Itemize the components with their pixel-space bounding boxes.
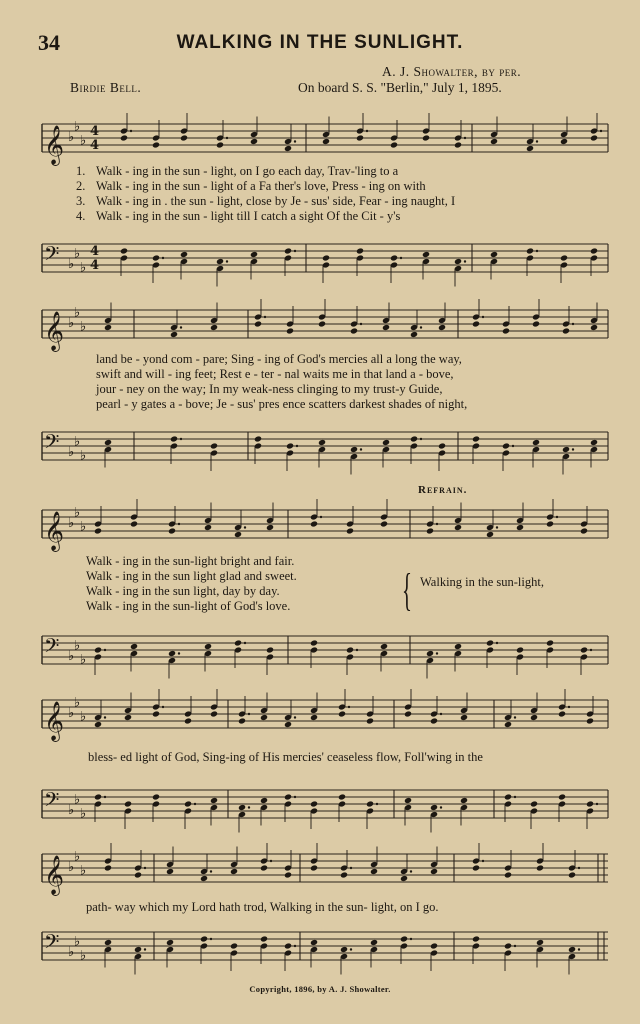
- flat-icon: ♭: [74, 638, 81, 654]
- flat-icon: ♭: [74, 505, 81, 521]
- note-head: [340, 946, 348, 953]
- flat-icon: ♭: [80, 863, 87, 879]
- flat-icon: ♭: [80, 709, 87, 725]
- note-head: [310, 864, 318, 871]
- note-head: [166, 868, 174, 875]
- dot: [270, 860, 272, 862]
- note-head: [340, 871, 348, 878]
- flat-icon: ♭: [74, 934, 81, 950]
- bass-clef-icon: 𝄢: [44, 634, 60, 662]
- dot: [350, 948, 352, 950]
- dedication-line: On board S. S. "Berlin," July 1, 1895.: [298, 80, 502, 95]
- flat-icon: ♭: [74, 434, 81, 450]
- flat-icon: ♭: [68, 130, 75, 145]
- dot: [578, 948, 580, 950]
- note-head: [260, 864, 268, 871]
- flat-icon: ♭: [68, 860, 75, 875]
- refrain-line-5: path- way which my Lord hath trod, Walking in the sun- light, on I go.: [86, 900, 439, 914]
- note-head: [568, 946, 576, 953]
- staff-treble-5: [38, 848, 610, 895]
- copyright-notice: Copyright, 1896, by A. J. Showalter.: [249, 984, 391, 994]
- note-head: [284, 871, 292, 878]
- flat-icon: ♭: [68, 316, 75, 331]
- note-head: [430, 868, 438, 875]
- note-head: [230, 868, 238, 875]
- time-signature: 4: [90, 244, 100, 259]
- treble-clef-icon: 𝄞: [44, 125, 65, 165]
- flat-icon: ♭: [74, 246, 81, 262]
- verse-4-line-3: Walk - ing in the sun-light of God's love.: [86, 599, 291, 613]
- flat-icon: ♭: [68, 257, 75, 272]
- verse-3-line-3: Walk - ing in the sun light, day by day.: [86, 584, 280, 598]
- note-head: [400, 875, 408, 882]
- flat-icon: ♭: [80, 806, 87, 822]
- note-head: [400, 935, 408, 942]
- dot: [410, 938, 412, 940]
- bass-clef-icon: 𝄢: [44, 930, 60, 958]
- dot: [350, 867, 352, 869]
- note-head: [200, 935, 208, 942]
- flat-icon: ♭: [80, 948, 87, 964]
- music-system-5: [38, 0, 610, 990]
- treble-clef-icon: 𝄞: [44, 511, 65, 551]
- time-signature: 4: [90, 258, 100, 273]
- treble-clef-icon: 𝄞: [44, 701, 65, 741]
- treble-clef-icon: 𝄞: [44, 311, 65, 351]
- flat-icon: ♭: [80, 319, 87, 335]
- note-head: [260, 935, 268, 942]
- verse-4-line-2: pearl - y gates a - bove; Je - sus' pres ence scatters darkest shades of night,: [96, 397, 468, 411]
- song-title: WALKING IN THE SUNLIGHT.: [176, 32, 464, 53]
- note-head: [370, 868, 378, 875]
- time-signature: 4: [90, 138, 100, 153]
- flat-icon: ♭: [74, 792, 81, 808]
- flat-icon: ♭: [68, 803, 75, 818]
- bass-clef-icon: 𝄢: [44, 242, 60, 270]
- note-head: [504, 942, 512, 949]
- staff-bass-5: [38, 926, 610, 966]
- flat-icon: ♭: [74, 695, 81, 711]
- verse-2-line-2: swift and will - ing feet; Rest e - ter - nal waits me in that land a - bove,: [96, 367, 454, 381]
- note-head: [104, 939, 112, 946]
- note-head: [200, 875, 208, 882]
- dot: [210, 870, 212, 872]
- flat-icon: ♭: [68, 516, 75, 531]
- dot: [294, 945, 296, 947]
- treble-clef-icon: 𝄞: [44, 855, 65, 895]
- verse-3-line-2: jour - ney on the way; In my weak-ness clinging to my trust-y Guide,: [96, 382, 443, 396]
- flat-icon: ♭: [80, 652, 87, 668]
- verse-4-line: 4. Walk - ing in the sun - light till I catch a sight Of the Cit - y's: [76, 209, 401, 223]
- verse-1-line-2: land be - yond com - pare; Sing - ing of God's mercies all a long the way,: [96, 352, 462, 366]
- note-head: [230, 942, 238, 949]
- refrain-line-4: bless- ed light of God, Sing-ing of His mercies' ceaseless flow, Foll'wing in the: [88, 750, 483, 764]
- verse-brace: {: [402, 564, 412, 615]
- note-head: [310, 939, 318, 946]
- composer-credit: A. J. Showalter, by per.: [382, 64, 522, 79]
- note-head: [104, 864, 112, 871]
- note-head: [472, 935, 480, 942]
- note-head: [504, 871, 512, 878]
- verse-3-line: 3. Walk - ing in . the sun - light, close by Je - sus' side, Fear - ing naught, I: [76, 194, 456, 208]
- lyricist-credit: Birdie Bell.: [70, 80, 142, 95]
- flat-icon: ♭: [80, 448, 87, 464]
- dot: [514, 945, 516, 947]
- time-signature: 4: [90, 124, 100, 139]
- note-head: [370, 939, 378, 946]
- bass-clef-icon: 𝄢: [44, 788, 60, 816]
- flat-icon: ♭: [68, 445, 75, 460]
- note-head: [536, 939, 544, 946]
- flat-icon: ♭: [80, 260, 87, 276]
- flat-icon: ♭: [74, 119, 81, 135]
- verse-2-line: 2. Walk - ing in the sun - light of a Fa ther's love, Press - ing on with: [76, 179, 426, 193]
- bass-clef-icon: 𝄢: [44, 430, 60, 458]
- page-number: 34: [38, 30, 60, 55]
- verse-1-line-3: Walk - ing in the sun-light bright and fair.: [86, 554, 295, 568]
- dot: [578, 867, 580, 869]
- verse-1-line: 1. Walk - ing in the sun - light, on I go each day, Trav-'ling to a: [76, 164, 399, 178]
- note-head: [284, 942, 292, 949]
- flat-icon: ♭: [68, 649, 75, 664]
- note-head: [472, 864, 480, 871]
- note-head: [166, 939, 174, 946]
- note-head: [430, 942, 438, 949]
- flat-icon: ♭: [80, 519, 87, 535]
- dot: [410, 870, 412, 872]
- refrain-line-3: Walking in the sun-light,: [420, 575, 544, 589]
- verse-2-line-3: Walk - ing in the sun light glad and sweet.: [86, 569, 297, 583]
- note-head: [134, 946, 142, 953]
- refrain-label: Refrain.: [418, 484, 468, 496]
- flat-icon: ♭: [80, 133, 87, 149]
- note-head: [568, 871, 576, 878]
- flat-icon: ♭: [68, 706, 75, 721]
- dot: [144, 867, 146, 869]
- flat-icon: ♭: [68, 945, 75, 960]
- dot: [144, 948, 146, 950]
- dot: [482, 860, 484, 862]
- flat-icon: ♭: [74, 849, 81, 865]
- dot: [210, 938, 212, 940]
- note-head: [536, 864, 544, 871]
- flat-icon: ♭: [74, 305, 81, 321]
- note-head: [134, 871, 142, 878]
